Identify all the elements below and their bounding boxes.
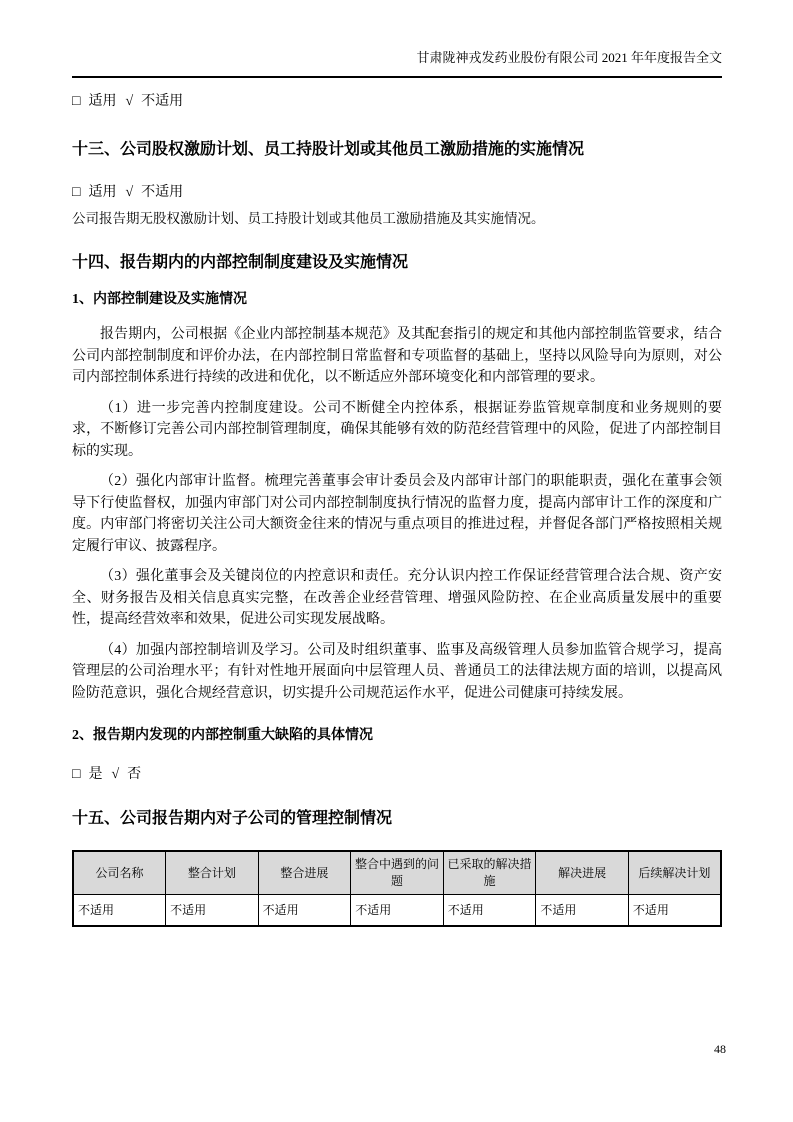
table-cell: 不适用 xyxy=(166,895,259,926)
yes-no-line xyxy=(72,767,722,782)
table-cell: 不适用 xyxy=(351,895,444,926)
choice-option-label: 适用 xyxy=(88,185,117,200)
choice-option-label: 否 xyxy=(127,767,142,782)
applicability-line-s13 xyxy=(72,185,722,200)
checkbox-empty-icon: □ xyxy=(72,767,81,782)
section-14-title: 十四、报告期内的内部控制制度建设及实施情况 xyxy=(72,254,409,271)
paragraph: （3）强化董事会及关键岗位的内控意识和责任。充分认识内控工作保证经营管理合法合规、资产安全、财务报告及相关信息真实完整，在改善企业经营管理、增强风险防控、在企业高质量发展中的重要性，提高经营效率和效果，促进公司实现发展战略。 xyxy=(72,569,722,627)
table-header-cell: 整合中遇到的问题 xyxy=(351,851,444,895)
applicability-line-top xyxy=(72,94,722,109)
section-13-title: 十三、公司股权激励计划、员工持股计划或其他员工激励措施的实施情况 xyxy=(72,141,585,158)
table-header-cell: 已采取的解决措施 xyxy=(443,851,536,895)
table-header-cell: 后续解决计划 xyxy=(628,851,721,895)
checkmark-icon: √ xyxy=(125,185,134,200)
table-cell: 不适用 xyxy=(258,895,351,926)
table-header-cell: 公司名称 xyxy=(73,851,166,895)
table-header-row xyxy=(73,851,721,895)
page-content xyxy=(72,94,722,927)
section-14-sub2-title: 2、报告期内发现的内部控制重大缺陷的具体情况 xyxy=(72,728,373,743)
checkbox-empty-icon: □ xyxy=(72,94,81,109)
paragraph: （2）强化内部审计监督。梳理完善董事会审计委员会及内部审计部门的职能职责，强化在董事会领导下行使监督权，加强内审部门对公司内部控制制度执行情况的监督力度，提高内部审计工作的深度和广度。内审部门将密切关注公司大额资金往来的情况与重点项目的推进过程，并督促各部门严格按照相关规定履行审议、披露程序。 xyxy=(72,474,722,554)
section-15-title: 十五、公司报告期内对子公司的管理控制情况 xyxy=(72,810,393,827)
page-header xyxy=(72,0,722,78)
section-14-sub1-title: 1、内部控制建设及实施情况 xyxy=(72,292,247,307)
choice-option-label: 是 xyxy=(88,767,103,782)
choice-option-label: 适用 xyxy=(88,94,117,109)
table-header-cell: 解决进展 xyxy=(536,851,629,895)
table-cell: 不适用 xyxy=(73,895,166,926)
paragraph: （4）加强内部控制培训及学习。公司及时组织董事、监事及高级管理人员参加监管合规学习，提高管理层的公司治理水平；有针对性地开展面向中层管理人员、普通员工的法律法规方面的培训，以提高风险防范意识，强化合规经营意识，切实提升公司规范运作水平，促进公司健康可持续发展。 xyxy=(72,642,722,701)
table-cell: 不适用 xyxy=(628,895,721,926)
section-13-note: 公司报告期无股权激励计划、员工持股计划或其他员工激励措施及其实施情况。 xyxy=(72,211,545,226)
table-cell: 不适用 xyxy=(443,895,536,926)
checkmark-icon: √ xyxy=(111,767,120,782)
table-row xyxy=(73,895,721,926)
table-header-cell: 整合计划 xyxy=(166,851,259,895)
report-header-title: 甘肃陇神戎发药业股份有限公司 2021 年年度报告全文 xyxy=(416,50,722,65)
choice-option-label: 不适用 xyxy=(141,94,184,109)
checkbox-empty-icon: □ xyxy=(72,185,81,200)
choice-option-label: 不适用 xyxy=(141,185,184,200)
checkmark-icon: √ xyxy=(125,94,134,109)
paragraph: 报告期内，公司根据《企业内部控制基本规范》及其配套指引的规定和其他内部控制监管要求，结合公司内部控制制度和评价办法，在内部控制日常监督和专项监督的基础上，坚持以风险导向为原则，对公司内部控制体系进行持续的改进和优化，以不断适应外部环境变化和内部管理的要求。 xyxy=(72,327,722,385)
page-number: 48 xyxy=(714,1042,726,1056)
paragraph: （1）进一步完善内控制度建设。公司不断健全内控体系，根据证券监管规章制度和业务规则的要求，不断修订完善公司内部控制管理制度，确保其能够有效的防范经营管理中的风险，促进了内部控制目标的实现。 xyxy=(72,400,722,459)
table-cell: 不适用 xyxy=(536,895,629,926)
table-header-cell: 整合进展 xyxy=(258,851,351,895)
subsidiary-control-table xyxy=(72,850,722,927)
